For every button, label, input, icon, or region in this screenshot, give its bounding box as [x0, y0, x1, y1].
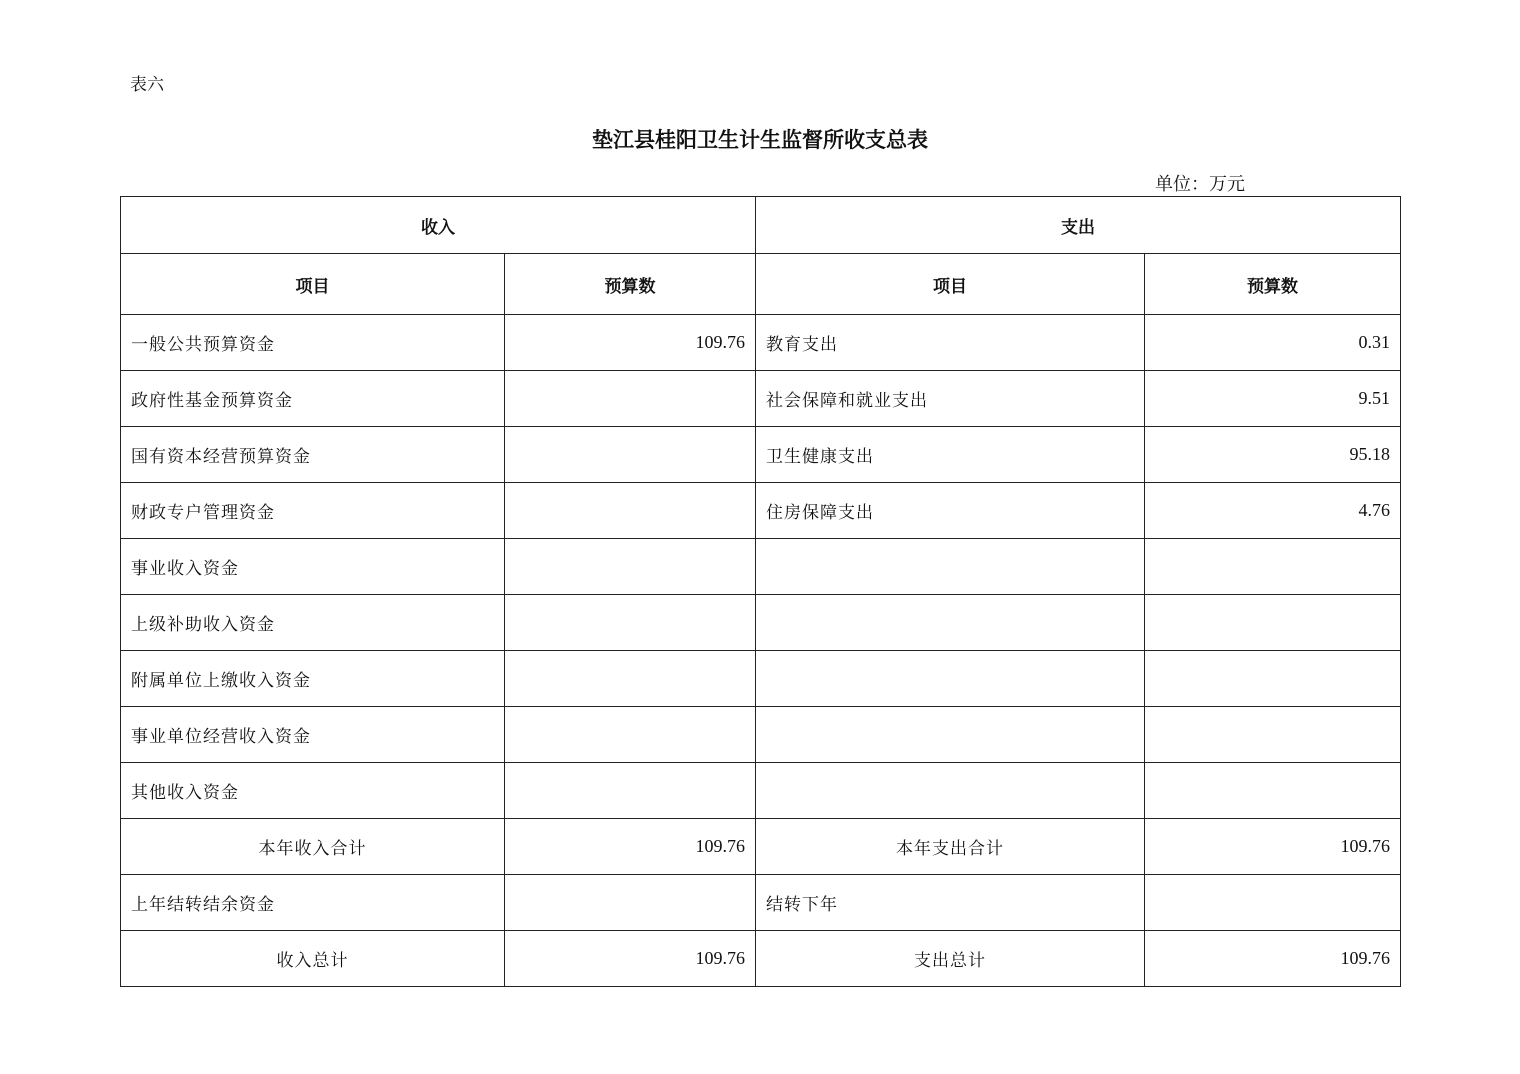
- carryover-row: [121, 875, 1401, 931]
- expense-item-cell: [756, 539, 1145, 595]
- expense-amount-column-header: 预算数: [1145, 254, 1401, 315]
- expense-amount-cell: 95.18: [1145, 427, 1401, 483]
- income-item-cell: 财政专户管理资金: [121, 483, 505, 539]
- table-row: [121, 651, 1401, 707]
- table-row: [121, 371, 1401, 427]
- expense-amount-cell: [1145, 595, 1401, 651]
- income-item-cell: 一般公共预算资金: [121, 315, 505, 371]
- expense-carryover-amount: [1145, 875, 1401, 931]
- expense-item-cell: 住房保障支出: [756, 483, 1145, 539]
- expense-amount-cell: 0.31: [1145, 315, 1401, 371]
- income-expense-table: [120, 196, 1401, 987]
- expense-item-cell: [756, 651, 1145, 707]
- income-amount-cell: [505, 707, 756, 763]
- expense-section-header: 支出: [756, 197, 1401, 254]
- income-item-cell: 附属单位上缴收入资金: [121, 651, 505, 707]
- income-amount-cell: 109.76: [505, 315, 756, 371]
- expense-item-cell: [756, 595, 1145, 651]
- income-item-cell: 其他收入资金: [121, 763, 505, 819]
- page-title: 垫江县桂阳卫生计生监督所收支总表: [592, 127, 928, 152]
- table-row: [121, 539, 1401, 595]
- income-item-cell: 政府性基金预算资金: [121, 371, 505, 427]
- income-section-header: 收入: [121, 197, 756, 254]
- income-year-total-label: 本年收入合计: [121, 819, 505, 875]
- column-header-row: [121, 254, 1401, 315]
- expense-year-total-amount: 109.76: [1145, 819, 1401, 875]
- income-amount-cell: [505, 763, 756, 819]
- income-amount-cell: [505, 651, 756, 707]
- expense-amount-cell: [1145, 763, 1401, 819]
- table-row: [121, 483, 1401, 539]
- section-header-row: [121, 197, 1401, 254]
- income-amount-cell: [505, 427, 756, 483]
- income-grand-total-label: 收入总计: [121, 931, 505, 987]
- income-item-column-header: 项目: [121, 254, 505, 315]
- expense-amount-cell: 4.76: [1145, 483, 1401, 539]
- income-amount-cell: [505, 371, 756, 427]
- expense-carryover-item: 结转下年: [756, 875, 1145, 931]
- expense-item-cell: 卫生健康支出: [756, 427, 1145, 483]
- income-amount-cell: [505, 483, 756, 539]
- income-item-cell: 事业单位经营收入资金: [121, 707, 505, 763]
- income-amount-column-header: 预算数: [505, 254, 756, 315]
- year-total-row: [121, 819, 1401, 875]
- income-carryover-amount: [505, 875, 756, 931]
- income-carryover-item: 上年结转结余资金: [121, 875, 505, 931]
- income-item-cell: 事业收入资金: [121, 539, 505, 595]
- expense-item-cell: [756, 763, 1145, 819]
- table-row: [121, 707, 1401, 763]
- income-amount-cell: [505, 595, 756, 651]
- table-row: [121, 763, 1401, 819]
- expense-item-column-header: 项目: [756, 254, 1145, 315]
- grand-total-row: [121, 931, 1401, 987]
- expense-item-cell: 教育支出: [756, 315, 1145, 371]
- expense-item-cell: [756, 707, 1145, 763]
- income-year-total-amount: 109.76: [505, 819, 756, 875]
- expense-amount-cell: [1145, 651, 1401, 707]
- table-row: [121, 595, 1401, 651]
- expense-amount-cell: [1145, 707, 1401, 763]
- income-amount-cell: [505, 539, 756, 595]
- income-grand-total-amount: 109.76: [505, 931, 756, 987]
- expense-grand-total-label: 支出总计: [756, 931, 1145, 987]
- expense-year-total-label: 本年支出合计: [756, 819, 1145, 875]
- table-number-label: 表六: [130, 75, 164, 95]
- unit-label: 单位：万元: [1155, 174, 1245, 195]
- table-row: [121, 315, 1401, 371]
- expense-item-cell: 社会保障和就业支出: [756, 371, 1145, 427]
- expense-amount-cell: [1145, 539, 1401, 595]
- expense-amount-cell: 9.51: [1145, 371, 1401, 427]
- income-item-cell: 国有资本经营预算资金: [121, 427, 505, 483]
- table-row: [121, 427, 1401, 483]
- expense-grand-total-amount: 109.76: [1145, 931, 1401, 987]
- income-item-cell: 上级补助收入资金: [121, 595, 505, 651]
